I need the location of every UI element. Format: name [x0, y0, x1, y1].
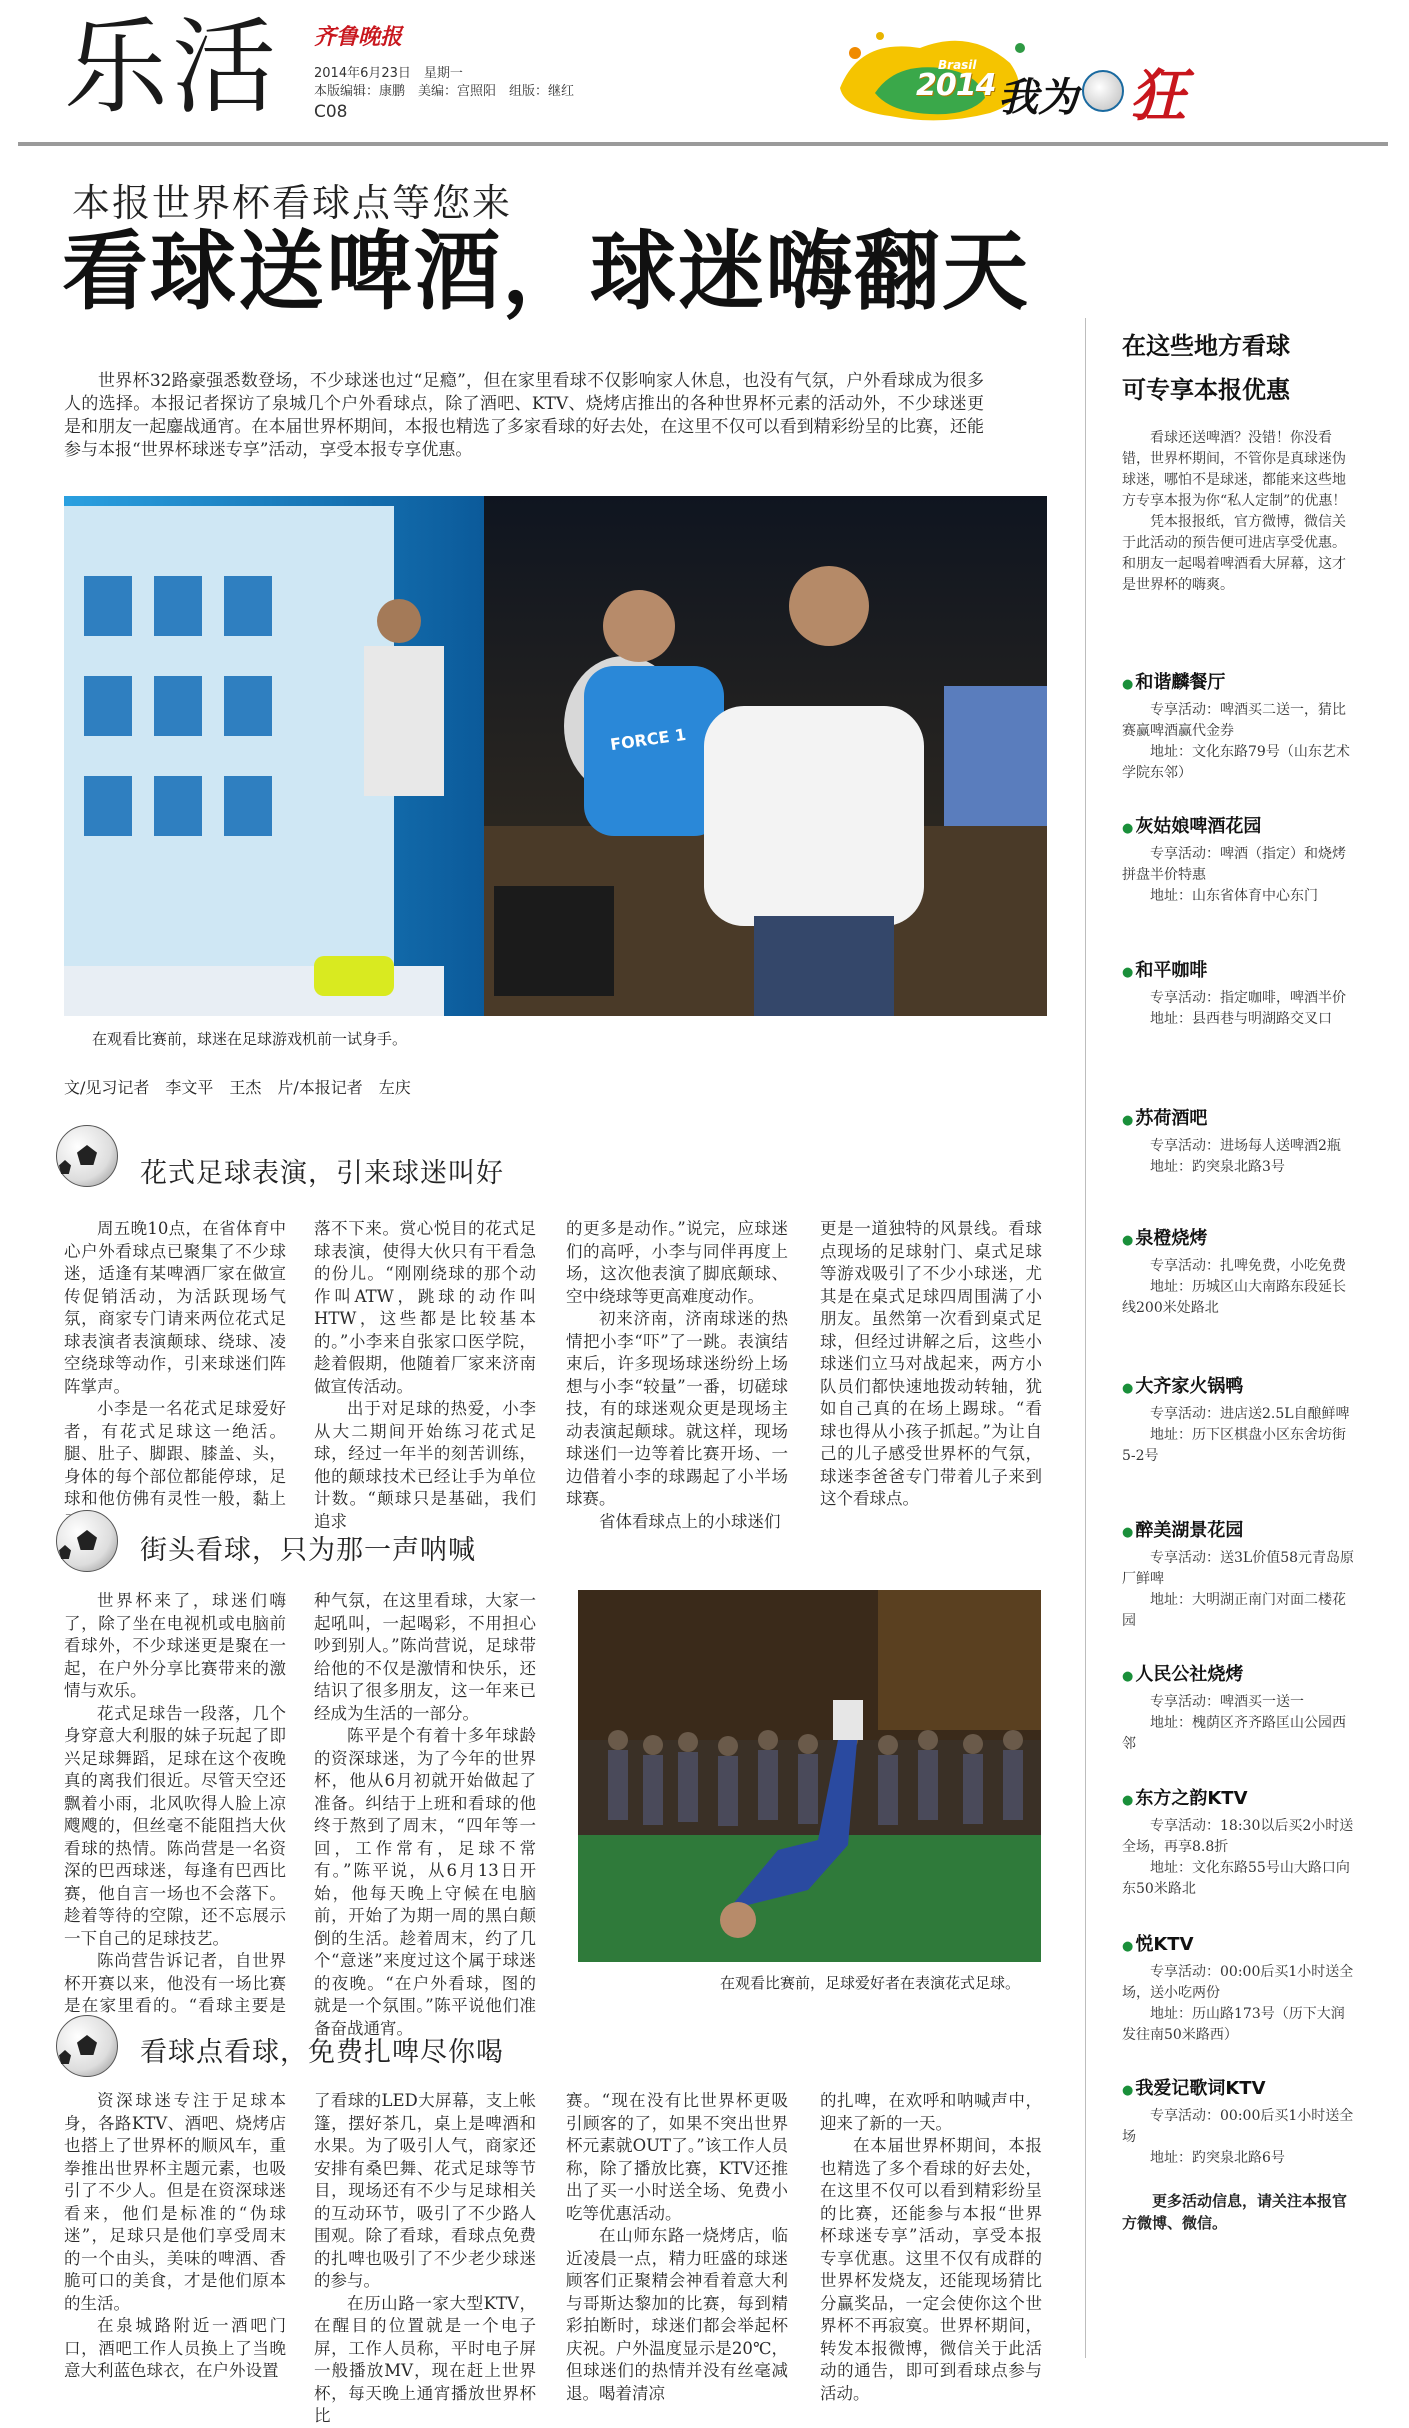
section1-title: 花式足球表演，引来球迷叫好 — [140, 1158, 504, 1189]
venue-activity: 专享活动：啤酒买一送一 — [1150, 1694, 1304, 1710]
sidebar-intro-text: 看球还送啤酒？没错！你没看错，世界杯期间，不管你是真球迷伪球迷，哪怕不是球迷，都能来这些地方专享本报为你“私人定制”的优惠！ — [1122, 430, 1347, 509]
venue-address: 地址：历城区山大南路东段延长线200米处路北 — [1122, 1279, 1346, 1316]
paragraph: 种气氛，在这里看球，大家一起吼叫，一起喝彩，不用担心吵到别人。”陈尚营说，足球带给他的不仅是激情和快乐，还结识了很多朋友，这一年来已经成为生活的一部分。 — [314, 1591, 536, 1723]
section3-col2 — [314, 2090, 536, 2428]
football-icon — [56, 1510, 118, 1572]
logo-brasil: Brasil — [938, 58, 977, 72]
venue-item — [1122, 956, 1358, 1030]
section1-col3 — [566, 1218, 788, 1533]
section2-col1 — [64, 1590, 286, 2040]
section3-title: 看球点看球，免费扎啤尽你喝 — [140, 2037, 504, 2068]
byline: 文/见习记者 李文平 王杰 片/本报记者 左庆 — [64, 1078, 411, 1097]
photo2-caption: 在观看比赛前，足球爱好者在表演花式足球。 — [720, 1974, 1021, 1992]
bullet-icon: ● — [1122, 1525, 1134, 1540]
masthead-rule — [18, 142, 1388, 146]
paragraph: 落不下来。赏心悦目的花式足球表演，使得大伙只有干看急的份儿。“刚刚绕球的那个动作叫ATW，跳球的动作叫HTW，这些都是比较基本的。”小李来自张家口医学院，趁着假期，他随着厂家来济南做宣传活动。 — [314, 1219, 536, 1396]
venue-address: 地址：历山路173号（历下大润发往南50米路西） — [1122, 2006, 1345, 2043]
paragraph: 更是一道独特的风景线。看球点现场的足球射门、桌式足球等游戏吸引了不少小球迷，尤其是在桌式足球四周围满了小朋友。虽然第一次看到桌式足球，但经过讲解之后，这些小球迷们立马对战起来，两方小队员们都快速地拨动转轴，犹如自己真的在场上踢球。“看球也得从小孩子抓起。”为让自己的儿子感受世界杯的气氛，球迷李爸爸专门带着儿子来到这个看球点。 — [820, 1219, 1042, 1508]
venue-address: 地址：趵突泉北路6号 — [1150, 2150, 1285, 2166]
section2-col2 — [314, 1590, 536, 2040]
paragraph: 世界杯来了，球迷们嗨了，除了坐在电视机或电脑前看球外，不少球迷更是聚在一起，在户外分享比赛带来的激情与欢乐。 — [64, 1591, 286, 1700]
headline-title: 看球送啤酒，球迷嗨翻天 — [62, 222, 1030, 322]
venue-name: 苏荷酒吧 — [1135, 1108, 1208, 1129]
venue-activity: 专享活动：进店送2.5L自酿鲜啤 — [1150, 1406, 1350, 1422]
venue-name: 和谐麟餐厅 — [1135, 672, 1226, 693]
venue-address: 地址：槐荫区齐齐路匡山公园西邻 — [1122, 1715, 1346, 1752]
paper-name: 齐鲁晚报 — [314, 24, 403, 50]
headline-kicker: 本报世界杯看球点等您来 — [72, 181, 513, 225]
sidebar-title-2: 可专享本报优惠 — [1122, 376, 1290, 404]
venue-item — [1122, 1930, 1358, 2046]
venue-name: 和平咖啡 — [1135, 960, 1208, 981]
logo-year: 2014 — [916, 68, 996, 103]
paragraph: 赛。“现在没有比世界杯更吸引顾客的了，如果不突出世界杯元素就OUT了。”该工作人员称，除了播放比赛，KTV还推出了买一小时送全场、免费小吃等优惠活动。 — [566, 2091, 788, 2223]
venue-name: 醉美湖景花园 — [1135, 1520, 1244, 1541]
venue-item — [1122, 812, 1358, 907]
venue-item — [1122, 1224, 1358, 1319]
venue-name: 大齐家火锅鸭 — [1135, 1376, 1244, 1397]
masthead — [0, 0, 1409, 150]
paragraph: 在本届世界杯期间，本报也精选了多个看球的好去处，在这里不仅可以看到精彩纷呈的比赛，还能参与本报“世界杯球迷专享”活动，享受本报专享优惠。这里不仅有成群的世界杯发烧友，还能现场猜比分赢奖品，一定会使你这个世界杯不再寂寞。世界杯期间，转发本报微博，微信关于此活动的通告，即可到看球点参与活动。 — [820, 2136, 1042, 2403]
venue-item — [1122, 2074, 1358, 2169]
bullet-icon: ● — [1122, 1669, 1134, 1684]
logo-slogan-b: 狂 — [1130, 64, 1186, 129]
sidebar-intro-text: 凭本报报纸，官方微博，微信关于此活动的预告便可进店享受优惠。和朋友一起喝着啤酒看大屏幕，这才是世界杯的嗨爽。 — [1122, 514, 1346, 593]
venue-activity: 专享活动：00:00后买1小时送全场，送小吃两份 — [1122, 1964, 1354, 2001]
logo-slogan-a: 我为 — [998, 75, 1078, 121]
paragraph: 陈平是个有着十多年球龄的资深球迷，为了今年的世界杯，他从6月初就开始做起了准备。纠结于上班和看球的他终于熬到了周末，“四年等一回，工作常有，足球不常有。”陈平说，从6月13日开始，他每天晚上守候在电脑前，开始了为期一周的黑白颠倒的生活。趁着周末，约了几个“意迷”来度过这个属于球迷的夜晚。“在户外看球，图的就是一个氛围。”陈平说他们准备奋战通宵。 — [314, 1726, 536, 2038]
bullet-icon: ● — [1122, 1939, 1134, 1954]
photo-arcade-scene — [64, 496, 1047, 1016]
section3-col3 — [566, 2090, 788, 2405]
photo-freestyle-football — [578, 1590, 1041, 1962]
sidebar-divider — [1085, 318, 1086, 2358]
venue-address: 地址：文化东路55号山大路口向东50米路北 — [1122, 1860, 1350, 1897]
bullet-icon: ● — [1122, 1381, 1134, 1396]
section1-col2 — [314, 1218, 536, 1533]
venue-activity: 专享活动：指定咖啡，啤酒半价 — [1150, 990, 1346, 1006]
venue-name: 我爱记歌词KTV — [1135, 2078, 1266, 2099]
paragraph: 周五晚10点，在省体育中心户外看球点已聚集了不少球迷，适逢有某啤酒厂家在做宣传促销活动，为活跃现场气氛，商家专门请来两位花式足球表演者表演颠球、绕球、凌空绕球等动作，引来球迷们阵阵掌声。 — [64, 1219, 286, 1396]
venue-activity: 专享活动：送3L价值58元青岛原厂鲜啤 — [1122, 1550, 1355, 1587]
section3-col1 — [64, 2090, 286, 2383]
shirt-text: FORCE 1 — [609, 724, 688, 755]
paragraph: 资深球迷专注于足球本身，各路KTV、酒吧、烧烤店也搭上了世界杯的顺风车，重拳推出世界杯主题元素，也吸引了不少人。但是在资深球迷看来，他们是标准的“伪球迷”，足球只是他们享受周末的一个由头，美味的啤酒、香脆可口的美食，才是他们原本的生活。 — [64, 2091, 286, 2313]
paragraph: 的扎啤，在欢呼和呐喊声中，迎来了新的一天。 — [820, 2091, 1042, 2133]
venue-item — [1122, 1516, 1358, 1632]
paragraph: 的更多是动作。”说完，应球迷们的高呼，小李与同伴再度上场，这次他表演了脚底颠球、空中绕球等更高难度动作。 — [566, 1219, 788, 1306]
issue-date: 2014年6月23日 星期一 — [314, 66, 463, 81]
editor-credits: 本版编辑：康鹏 美编：宫照阳 组版：继红 — [314, 84, 575, 99]
photo-arcade-game — [64, 496, 1047, 1016]
lead-text: 世界杯32路豪强悉数登场，不少球迷也过“足瘾”，但在家里看球不仅影响家人休息，也没有气氛，户外看球成为很多人的选择。本报记者探访了泉城几个户外看球点，除了酒吧、KTV、烧烤店推出的各种世界杯元素的活动外，不少球迷更是和朋友一起鏖战通宵。在本届世界杯期间，本报也精选了多家看球的好去处，在这里不仅可以看到精彩纷呈的比赛，还能参与本报“世界杯球迷专享”活动，享受本报专享优惠。 — [64, 371, 984, 460]
venue-item — [1122, 1104, 1358, 1178]
paragraph: 在历山路一家大型KTV，在醒目的位置就是一个电子屏，工作人员称，平时电子屏一般播放MV，现在赶上世界杯，每天晚上通宵播放世界杯比 — [314, 2293, 536, 2425]
sidebar-footer: 更多活动信息，请关注本报官方微博、微信。 — [1122, 2192, 1348, 2232]
bullet-icon: ● — [1122, 2083, 1134, 2098]
venue-name: 悦KTV — [1135, 1934, 1194, 1955]
venue-activity: 专享活动：扎啤免费，小吃免费 — [1150, 1258, 1346, 1274]
football-icon — [56, 1125, 118, 1187]
venue-item — [1122, 1372, 1358, 1467]
page-number: C08 — [314, 102, 348, 122]
section2-title: 街头看球，只为那一声呐喊 — [140, 1535, 476, 1566]
bullet-icon: ● — [1122, 1793, 1134, 1808]
venue-address: 地址：山东省体育中心东门 — [1150, 888, 1318, 904]
section1-col4 — [820, 1218, 1042, 1511]
venue-activity: 专享活动：18:30以后买2小时送全场，再享8.8折 — [1122, 1818, 1354, 1855]
paragraph: 在山师东路一烧烤店，临近凌晨一点，精力旺盛的球迷顾客们正聚精会神看着意大利与哥斯达黎加的比赛，每到精彩拍断时，球迷们都会举起杯庆祝。户外温度显示是20℃，但球迷们的热情并没有丝毫减退。喝着清凉 — [566, 2226, 788, 2403]
bullet-icon: ● — [1122, 1233, 1134, 1248]
venue-activity: 专享活动：啤酒买二送一，猜比赛赢啤酒赢代金券 — [1122, 702, 1346, 739]
paragraph: 初来济南，济南球迷的热情把小李“吓”了一跳。表演结束后，许多现场球迷纷纷上场想与小李“较量”一番，切磋球技，有的球迷观众更是现场主动表演起颠球。就这样，现场球迷们一边等着比赛开场、一边借着小李的球踢起了小半场球赛。 — [566, 1309, 788, 1508]
paragraph: 小李是一名花式足球爱好者，有花式足球这一绝活。腿、肚子、脚跟、膝盖、头，身体的每个部位都能停球，足球和他仿佛有灵性一般，黏上 — [64, 1399, 286, 1508]
venue-name: 泉橙烧烤 — [1135, 1228, 1208, 1249]
section3-col4 — [820, 2090, 1042, 2405]
sidebar-title-1: 在这些地方看球 — [1122, 332, 1290, 360]
paragraph: 在泉城路附近一酒吧门口，酒吧工作人员换上了当晚意大利蓝色球衣，在户外设置 — [64, 2316, 286, 2380]
bullet-icon: ● — [1122, 821, 1134, 836]
venue-address: 地址：历下区棋盘小区东舍坊街5-2号 — [1122, 1427, 1346, 1464]
venue-name: 灰姑娘啤酒花园 — [1135, 816, 1262, 837]
venue-item — [1122, 668, 1358, 784]
venue-item — [1122, 1784, 1358, 1900]
bullet-icon: ● — [1122, 965, 1134, 980]
bullet-icon: ● — [1122, 677, 1134, 692]
paragraph: 省体看球点上的小球迷们 — [599, 1511, 781, 1531]
venue-activity: 专享活动：进场每人送啤酒2瓶 — [1150, 1138, 1341, 1154]
paragraph: 陈尚营告诉记者，自世界杯开赛以来，他没有一场比赛是在家里看的。“看球主要是 — [64, 1951, 286, 2015]
worldcup-logo — [820, 18, 1220, 128]
football-icon — [56, 2015, 118, 2077]
bullet-icon: ● — [1122, 1113, 1134, 1128]
lead-paragraph — [64, 370, 984, 462]
venue-name: 人民公社烧烤 — [1135, 1664, 1244, 1685]
sidebar-intro — [1122, 428, 1358, 596]
paragraph: 出于对足球的热爱，小李从大二期间开始练习花式足球，经过一年半的刻苦训练，他的颠球技术已经让手为单位计数。“颠球只是基础，我们追求 — [314, 1399, 536, 1531]
venue-address: 地址：县西巷与明湖路交叉口 — [1150, 1011, 1332, 1027]
venue-activity: 专享活动：00:00后买1小时送全场 — [1122, 2108, 1354, 2145]
venue-activity: 专享活动：啤酒（指定）和烧烤拼盘半价特惠 — [1122, 846, 1346, 883]
section1-col1 — [64, 1218, 286, 1533]
section-name: 乐活 — [64, 6, 281, 128]
paragraph: 了看球的LED大屏幕，支上帐篷，摆好茶几，桌上是啤酒和水果。为了吸引人气，商家还安排有桑巴舞、花式足球等节目，现场还有不少与足球相关的互动环节，吸引了不少路人围观。除了看球，看球点免费的扎啤也吸引了不少老少球迷的参与。 — [314, 2091, 536, 2290]
venue-item — [1122, 1660, 1358, 1755]
football-icon — [1082, 70, 1124, 112]
paragraph: 花式足球告一段落，几个身穿意大利服的妹子玩起了即兴足球舞蹈，足球在这个夜晚真的离我们很近。尽管天空还飘着小雨，北风吹得人脸上凉飕飕的，但丝毫不能阻挡大伙看球的热情。陈尚营是一名资深的巴西球迷，每逢有巴西比赛，他自言一场也不会落下。趁着等待的空隙，还不忘展示一下自己的足球技艺。 — [64, 1703, 286, 1948]
photo-freestyle-scene — [578, 1590, 1041, 1962]
venue-address: 地址：趵突泉北路3号 — [1150, 1159, 1285, 1175]
photo1-caption: 在观看比赛前，球迷在足球游戏机前一试身手。 — [92, 1030, 408, 1048]
venue-address: 地址：文化东路79号（山东艺术学院东邻） — [1122, 744, 1350, 781]
venue-name: 东方之韵KTV — [1135, 1788, 1248, 1809]
venue-address: 地址：大明湖正南门对面二楼花园 — [1122, 1592, 1346, 1629]
